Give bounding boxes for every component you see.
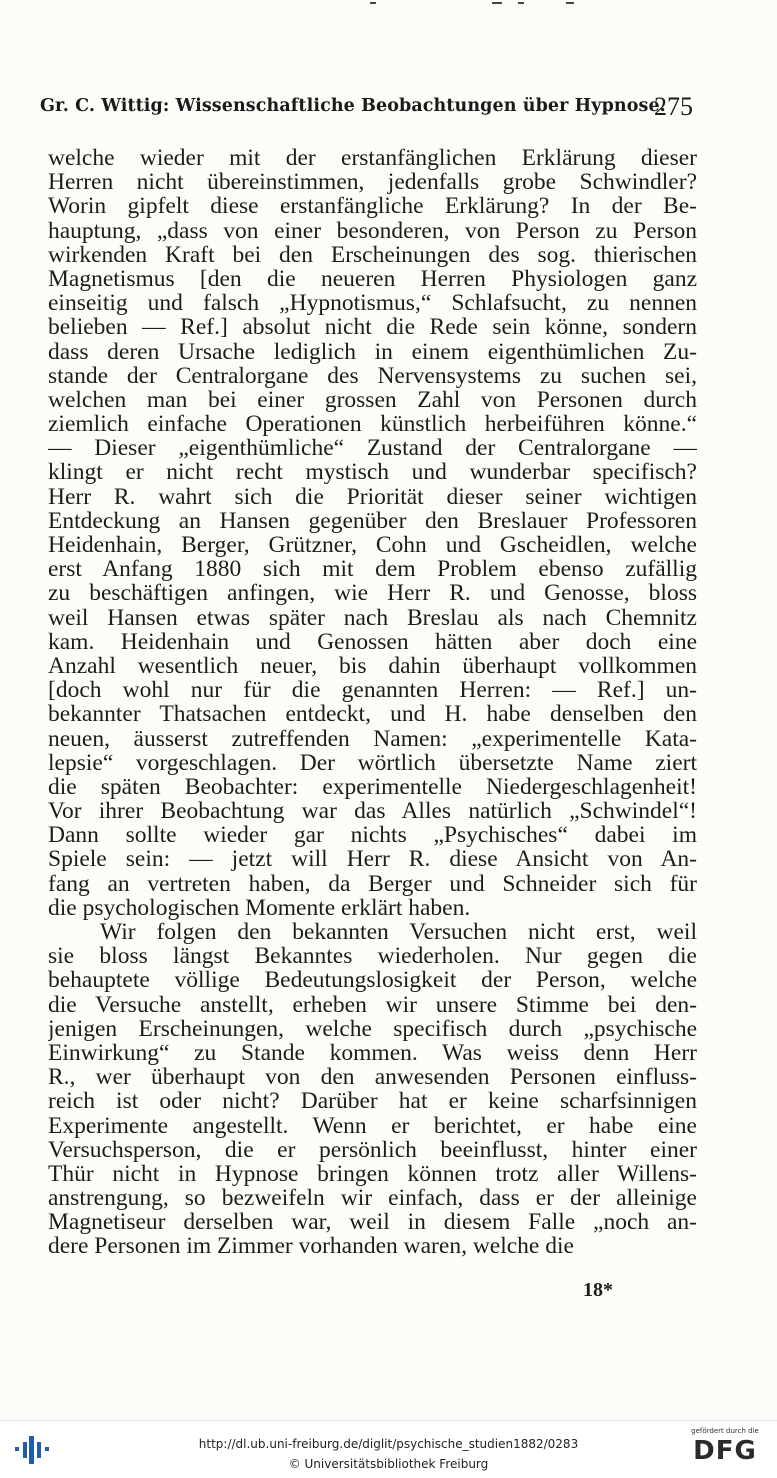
text-line: dass deren Ursache lediglich in einem eigenthümlichen Zu-: [48, 339, 697, 364]
text-line: Dann sollte wieder gar nichts „Psychisches“ dabei im: [48, 823, 697, 848]
text-line: Magnetiseur derselben war, weil in diesem Falle „noch an-: [48, 1210, 697, 1235]
running-head: Gr. C. Wittig: Wissenschaftliche Beobachtungen über Hypnose.: [40, 96, 666, 116]
text-line: belieben — Ref.] absolut nicht die Rede sein könne, sondern: [48, 315, 697, 340]
text-line: Herr R. wahrt sich die Priorität dieser seiner wichtigen: [48, 484, 697, 509]
text-line: welche wieder mit der erstanfänglichen Erklärung dieser: [48, 146, 697, 171]
text-line: behauptete völlige Bedeutungslosigkeit der Person, welche: [48, 968, 697, 993]
text-line: hauptung, „dass von einer besonderen, von Person zu Person: [48, 218, 697, 243]
text-line: stande der Centralorgane des Nervensystems zu suchen sei,: [48, 363, 697, 388]
source-url-link[interactable]: http://dl.ub.uni-freiburg.de/diglit/psychische_studien1882/0283: [198, 1437, 579, 1451]
text-line: zu beschäftigen anfingen, wie Herr R. und Genosse, bloss: [48, 581, 697, 606]
text-line: dere Personen im Zimmer vorhanden waren, welche die: [48, 1234, 574, 1259]
text-line: Experimente angestellt. Wenn er berichtet, er habe eine: [48, 1113, 697, 1138]
text-line: die psychologischen Momente erklärt haben.: [48, 895, 471, 920]
body-text: [48, 146, 697, 1259]
text-line: Einwirkung“ zu Stande kommen. Was weiss denn Herr: [48, 1040, 697, 1066]
text-line: welchen man bei einer grossen Zahl von Personen durch: [48, 387, 697, 413]
text-line: reich ist oder nicht? Darüber hat er keine scharfsinnigen: [48, 1089, 697, 1114]
text-line: kam. Heidenhain und Genossen hätten aber doch eine: [48, 629, 697, 654]
footer-bar: [0, 1420, 777, 1478]
text-line: [doch wohl nur für die genannten Herren: — Ref.] un-: [48, 678, 697, 703]
text-line: Heidenhain, Berger, Grützner, Cohn und Gscheidlen, welche: [48, 533, 697, 558]
text-line: Vor ihrer Beobachtung war das Alles natürlich „Schwindel“!: [48, 799, 697, 824]
text-line: Spiele sein: — jetzt will Herr R. diese Ansicht von An-: [48, 847, 697, 872]
text-line: Herren nicht übereinstimmen, jedenfalls grobe Schwindler?: [48, 170, 697, 195]
text-line: wirkenden Kraft bei den Erscheinungen des sog. thierischen: [48, 242, 697, 267]
text-line: Magnetismus [den die neueren Herren Physiologen ganz: [48, 266, 697, 292]
text-line: einseitig und falsch „Hypnotismus,“ Schlafsucht, zu nennen: [48, 291, 697, 316]
dfg-funding-badge: [685, 1427, 765, 1473]
page-number: 275: [654, 92, 693, 121]
text-line: klingt er nicht recht mystisch und wunderbar specifisch?: [48, 460, 697, 485]
text-line: Wir folgen den bekannten Versuchen nicht erst, weil: [100, 920, 697, 945]
text-line: bekannter Thatsachen entdeckt, und H. habe denselben den: [48, 702, 697, 727]
text-line: Thür nicht in Hypnose bringen können trotz aller Willens-: [48, 1161, 697, 1187]
text-line: R., wer überhaupt von den anwesenden Personen einfluss-: [48, 1065, 697, 1090]
text-line: lepsie“ vorgeschlagen. Der wörtlich übersetzte Name ziert: [48, 750, 697, 775]
signature-mark: 18*: [583, 1279, 613, 1301]
dfg-logo: DFG: [693, 1436, 757, 1466]
text-line: die Versuche anstellt, erheben wir unsere Stimme bei den-: [48, 992, 697, 1017]
text-line: anstrengung, so bezweifeln wir einfach, dass er der alleinige: [48, 1186, 697, 1211]
text-line: Anzahl wesentlich neuer, bis dahin überhaupt vollkommen: [48, 653, 697, 679]
text-line: Versuchsperson, die er persönlich beeinflusst, hinter einer: [48, 1137, 697, 1162]
text-line: Entdeckung an Hansen gegenüber den Breslauer Professoren: [48, 508, 697, 533]
text-line: weil Hansen etwas später nach Breslau als nach Chemnitz: [48, 605, 697, 630]
top-edge-marks: [370, 0, 590, 6]
dfg-caption: gefördert durch die: [691, 1427, 759, 1435]
text-line: neuen, äusserst zutreffenden Namen: „experimentelle Kata-: [48, 726, 697, 751]
text-line: sie bloss längst Bekanntes wiederholen. Nur gegen die: [48, 944, 697, 969]
text-line: erst Anfang 1880 sich mit dem Problem ebenso zufällig: [48, 557, 697, 582]
text-line: — Dieser „eigenthümliche“ Zustand der Centralorgane —: [48, 436, 697, 461]
copyright-notice: © Universitätsbibliothek Freiburg: [288, 1457, 489, 1471]
text-line: fang an vertreten haben, da Berger und Schneider sich für: [48, 871, 697, 896]
text-line: jenigen Erscheinungen, welche specifisch durch „psychische: [48, 1016, 697, 1041]
text-line: die späten Beobachter: experimentelle Niedergeschlagenheit!: [48, 774, 697, 800]
text-line: ziemlich einfache Operationen künstlich herbeiführen könne.“: [48, 412, 697, 437]
text-line: Worin gipfelt diese erstanfängliche Erklärung? In der Be-: [48, 194, 697, 219]
